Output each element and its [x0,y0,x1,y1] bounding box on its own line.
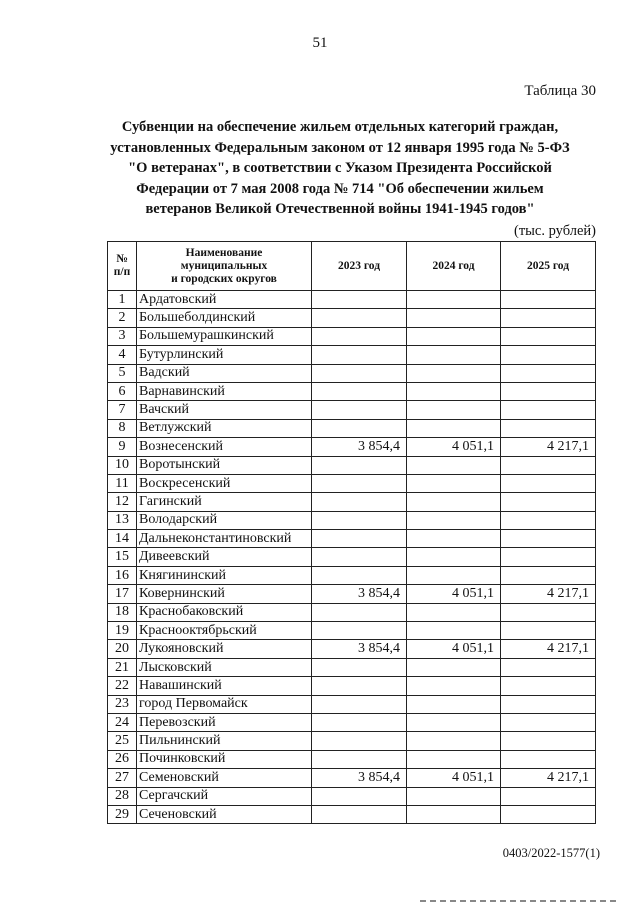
district-name: Краснооктябрьский [137,622,312,640]
district-name: Вознесенский [137,438,312,456]
row-number: 5 [108,364,137,382]
value-2024 [407,456,501,474]
row-number: 19 [108,622,137,640]
header-name-line: муниципальных [180,259,268,272]
document-code: 0403/2022-1577(1) [502,846,600,860]
district-name: Воротынский [137,456,312,474]
subsidies-table [107,241,596,824]
row-number: 9 [108,438,137,456]
district-name: Воскресенский [137,474,312,492]
row-number: 28 [108,787,137,805]
value-2023 [312,456,407,474]
row-number: 4 [108,346,137,364]
table-row [108,695,596,713]
table-row [108,511,596,529]
table-row [108,346,596,364]
row-number: 26 [108,750,137,768]
document-title [105,117,575,220]
value-2024 [407,732,501,750]
value-2024 [407,291,501,309]
value-2023 [312,695,407,713]
value-2023 [312,346,407,364]
row-number: 24 [108,713,137,731]
units-label: (тыс. рублей) [514,223,596,239]
header-number-line: п/п [113,266,131,278]
value-2023 [312,474,407,492]
header-2024: 2024 год [407,242,501,291]
table-row [108,530,596,548]
table-body [108,291,596,824]
value-2025 [501,511,596,529]
table-row [108,805,596,823]
value-2024 [407,309,501,327]
value-2025 [501,805,596,823]
district-name: Семеновский [137,769,312,787]
district-name: Ардатовский [137,291,312,309]
value-2025 [501,695,596,713]
value-2024 [407,493,501,511]
value-2023 [312,787,407,805]
value-2023 [312,401,407,419]
table-row [108,419,596,437]
district-name: Перевозский [137,713,312,731]
district-name: Сеченовский [137,805,312,823]
header-2025: 2025 год [501,242,596,291]
table-row [108,585,596,603]
district-name: Княгининский [137,566,312,584]
table-label: Таблица 30 [524,83,596,99]
value-2023 [312,364,407,382]
value-2025 [501,548,596,566]
value-2025 [501,474,596,492]
district-name: Дальнеконстантиновский [137,530,312,548]
row-number: 22 [108,677,137,695]
value-2024 [407,401,501,419]
row-number: 15 [108,548,137,566]
value-2023 [312,677,407,695]
value-2025 [501,493,596,511]
district-name: Вадский [137,364,312,382]
district-name: Большемурашкинский [137,327,312,345]
value-2025 [501,309,596,327]
table-row [108,382,596,400]
value-2024 [407,805,501,823]
row-number: 12 [108,493,137,511]
row-number: 1 [108,291,137,309]
row-number: 6 [108,382,137,400]
table-row [108,566,596,584]
header-name-line: и городских округов [171,272,277,285]
value-2024 [407,474,501,492]
value-2024 [407,713,501,731]
value-2025 [501,622,596,640]
value-2024 [407,530,501,548]
value-2025: 4 217,1 [501,640,596,658]
district-name: Вачский [137,401,312,419]
bottom-edge-mark [420,900,620,902]
district-name: Ветлужский [137,419,312,437]
title-line: ветеранов Великой Отечественной войны 1941-1945 годов" [145,201,535,217]
value-2024: 4 051,1 [407,640,501,658]
table-row [108,548,596,566]
value-2023 [312,291,407,309]
district-name: Лукояновский [137,640,312,658]
value-2023 [312,713,407,731]
table-row [108,622,596,640]
title-line: установленных Федеральным законом от 12 января 1995 года № 5-ФЗ [110,139,570,156]
value-2024 [407,346,501,364]
value-2025: 4 217,1 [501,769,596,787]
value-2025 [501,364,596,382]
district-name: Навашинский [137,677,312,695]
value-2025 [501,382,596,400]
row-number: 8 [108,419,137,437]
value-2023: 3 854,4 [312,769,407,787]
district-name: Лысковский [137,658,312,676]
title-line: Субвенции на обеспечение жильем отдельных категорий граждан, [121,119,559,135]
value-2025 [501,327,596,345]
value-2024: 4 051,1 [407,769,501,787]
value-2023 [312,309,407,327]
value-2024 [407,327,501,345]
value-2024 [407,658,501,676]
value-2024 [407,603,501,621]
value-2024 [407,566,501,584]
value-2024 [407,548,501,566]
table-row [108,787,596,805]
value-2024 [407,622,501,640]
value-2023 [312,419,407,437]
district-name: Краснобаковский [137,603,312,621]
header-name [137,242,312,291]
value-2025 [501,732,596,750]
value-2023: 3 854,4 [312,585,407,603]
value-2023 [312,750,407,768]
district-name: Большеболдинский [137,309,312,327]
table-row [108,327,596,345]
value-2024 [407,750,501,768]
table-row [108,291,596,309]
value-2025 [501,658,596,676]
value-2025 [501,677,596,695]
header-number-line: № [116,253,128,265]
row-number: 25 [108,732,137,750]
value-2024: 4 051,1 [407,585,501,603]
district-name: Ковернинский [137,585,312,603]
value-2025: 4 217,1 [501,438,596,456]
table-row [108,401,596,419]
value-2025 [501,566,596,584]
header-number [108,242,137,291]
district-name: Починковский [137,750,312,768]
row-number: 14 [108,530,137,548]
row-number: 29 [108,805,137,823]
row-number: 23 [108,695,137,713]
table-row [108,309,596,327]
district-name: Пильнинский [137,732,312,750]
value-2024 [407,364,501,382]
row-number: 2 [108,309,137,327]
header-name-line: Наименование [185,246,263,259]
value-2023 [312,382,407,400]
row-number: 17 [108,585,137,603]
table-row [108,474,596,492]
table-row [108,364,596,382]
value-2025 [501,787,596,805]
value-2023 [312,805,407,823]
value-2023 [312,511,407,529]
district-name: Володарский [137,511,312,529]
row-number: 20 [108,640,137,658]
district-name: Сергачский [137,787,312,805]
row-number: 3 [108,327,137,345]
row-number: 21 [108,658,137,676]
district-name: Дивеевский [137,548,312,566]
district-name: город Первомайск [137,695,312,713]
value-2025 [501,530,596,548]
value-2025 [501,401,596,419]
district-name: Варнавинский [137,382,312,400]
value-2023 [312,732,407,750]
value-2025 [501,713,596,731]
value-2024: 4 051,1 [407,438,501,456]
value-2023 [312,622,407,640]
row-number: 10 [108,456,137,474]
value-2025 [501,603,596,621]
value-2023: 3 854,4 [312,438,407,456]
value-2025 [501,750,596,768]
row-number: 7 [108,401,137,419]
header-2023: 2023 год [312,242,407,291]
value-2025: 4 217,1 [501,585,596,603]
value-2024 [407,677,501,695]
value-2023 [312,530,407,548]
table-row [108,677,596,695]
value-2023 [312,327,407,345]
table-row [108,750,596,768]
value-2024 [407,382,501,400]
table-row [108,732,596,750]
value-2024 [407,695,501,713]
value-2024 [407,787,501,805]
row-number: 27 [108,769,137,787]
table-row [108,603,596,621]
value-2023 [312,658,407,676]
title-line: Федерации от 7 мая 2008 года № 714 "Об обеспечении жильем [136,180,544,197]
district-name: Бутурлинский [137,346,312,364]
value-2025 [501,419,596,437]
row-number: 18 [108,603,137,621]
table-row [108,640,596,658]
table-header-row [108,242,596,291]
value-2023 [312,566,407,584]
row-number: 16 [108,566,137,584]
value-2024 [407,419,501,437]
table-row [108,438,596,456]
table-row [108,456,596,474]
title-line: "О ветеранах", в соответствии с Указом Президента Российской [128,160,552,176]
row-number: 13 [108,511,137,529]
value-2023 [312,493,407,511]
district-name: Гагинский [137,493,312,511]
value-2025 [501,346,596,364]
value-2025 [501,291,596,309]
page-number: 51 [312,35,328,51]
value-2023 [312,548,407,566]
table-row [108,713,596,731]
value-2023: 3 854,4 [312,640,407,658]
value-2025 [501,456,596,474]
value-2024 [407,511,501,529]
table-row [108,493,596,511]
row-number: 11 [108,474,137,492]
value-2023 [312,603,407,621]
table-row [108,658,596,676]
table-row [108,769,596,787]
